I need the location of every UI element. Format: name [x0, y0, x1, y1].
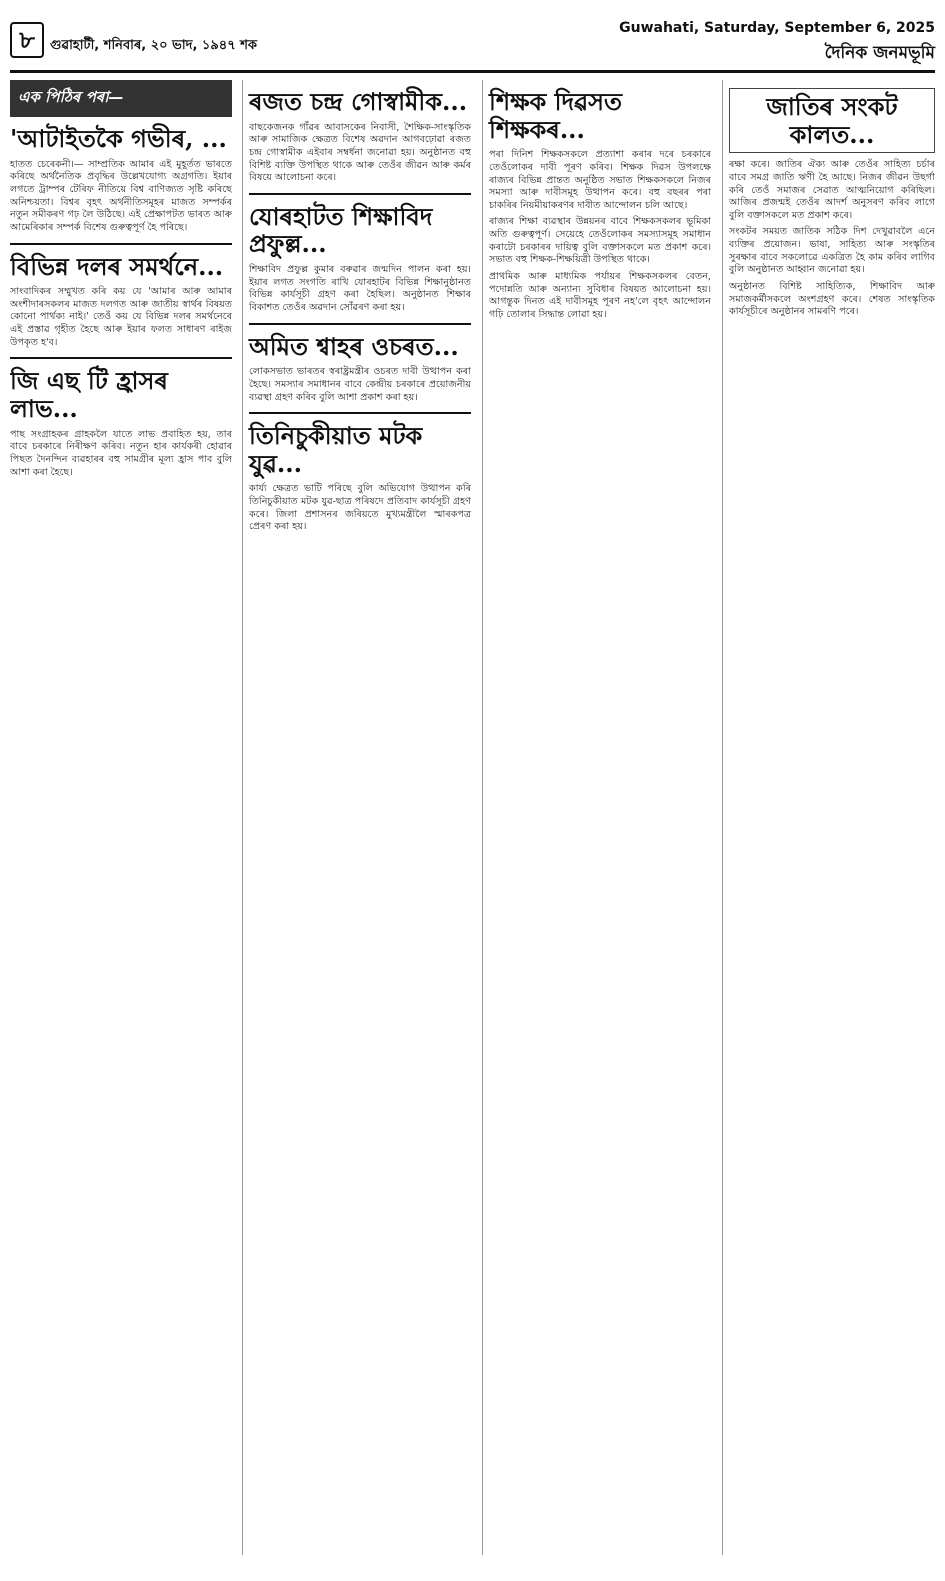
article-headline: জি এছ টি হ্ৰাসৰ লাভ...: [10, 366, 168, 423]
article-body: প্ৰাথমিক আৰু মাধ্যমিক পৰ্যায়ৰ শিক্ষকসকলৰ বেতন, পদোন্নতি আৰু অন্যান্য সুবিধাৰ বিষয়ত আলোচনা হয়। আগন্তুক দিনত এই দাবীসমূহ পূৰণ নহ'লে বৃহৎ আন্দোলন গঢ়ি তোলাৰ সিদ্ধান্ত লোৱা হয়।: [489, 271, 711, 321]
column-4: [722, 80, 935, 1555]
article-body: বাছকেজনক গাঁৱৰ আবাসকেৰ নিবাসী, শৈক্ষিক-সাংস্কৃতিক আৰু সামাজিক ক্ষেত্ৰত বিশেষ অৱদান আগবঢ়োৱা ৰজত চন্দ্ৰ গোস্বামীক এইবাৰ সম্বৰ্ধনা জনোৱা হয়। অনুষ্ঠানত বহু বিশিষ্ট ব্যক্তি উপস্থিত থাকে আৰু তেওঁৰ জীৱন আৰু কৰ্মৰ বিষয়ে আলোচনা কৰে।: [249, 121, 471, 184]
article-body: সাংবাদিকৰ সম্মুখত কৰি কয় যে 'আমাৰ আৰু আমাৰ অংশীদাৰসকলৰ মাজত দলগত আৰু জাতীয় স্বাৰ্থৰ বিষয়ত কোনো পাৰ্থক্য নাই।' তেওঁ কয় যে বিভিন্ন দলৰ সমৰ্থনেৰে এই প্ৰস্তাৱ গৃহীত হৈছে আৰু ইয়াৰ ফলত সাধাৰণ ৰাইজ উপকৃত হ'ব।: [10, 286, 232, 348]
divider: [249, 323, 471, 325]
article-body: লোকসভাত ভাৰতৰ স্বৰাষ্ট্ৰমন্ত্ৰীৰ ওচৰত দাবী উত্থাপন কৰা হৈছে। সমস্যাৰ সমাধানৰ বাবে কেন্দ্ৰীয় চৰকাৰে প্ৰয়োজনীয় ব্যৱস্থা গ্ৰহণ কৰিব বুলি আশা প্ৰকাশ কৰা হয়।: [249, 366, 471, 403]
newspaper-page: [10, 10, 935, 1561]
article-body: ৰক্ষা কৰে। জাতিৰ ঐক্য আৰু তেওঁৰ সাহিত্য চৰ্চাৰ বাবে সমগ্ৰ জাতি ঋণী হৈ আছে। নিজৰ জীৱন উছৰ্গা কৰি তেওঁ সমাজৰ সেৱাত আত্মনিয়োগ কৰিছিল। আজিৰ প্ৰজন্মই তেওঁৰ আদৰ্শ অনুসৰণ কৰিব লাগে বুলি বক্তাসকলে মত প্ৰকাশ কৰে।: [729, 159, 935, 221]
article-headline: জাতিৰ সংকট কালত...: [729, 88, 935, 153]
article-body: শিক্ষাবিদ প্ৰফুল্ল কুমাৰ বৰুৱাৰ জন্মদিন পালন কৰা হয়। ইয়াৰ লগত সংগতি ৰাখি যোৰহাটৰ বিভিন্ন শিক্ষানুষ্ঠানত বিভিন্ন কাৰ্যসূচী গ্ৰহণ কৰা হৈছিল। অনুষ্ঠানত শিক্ষাৰ বিকাশত তেওঁৰ অৱদান সোঁৱৰণ কৰা হয়।: [249, 264, 471, 314]
dateline-english: Guwahati, Saturday, September 6, 2025: [619, 20, 935, 36]
article-headline: শিক্ষক দিৱসত শিক্ষকৰ...: [489, 87, 623, 144]
article-body: কাৰ্য্য ক্ষেত্ৰত ভাটি পৰিছে বুলি অভিযোগ উত্থাপন কৰি তিনিচুকীয়াত মটক যুৱ-ছাত্ৰ পৰিষদে প্ৰতিবাদ কাৰ্যসূচী গ্ৰহণ কৰে। জিলা প্ৰশাসনৰ জৰিয়তে মুখ্যমন্ত্ৰীলৈ স্মাৰকপত্ৰ প্ৰেৰণ কৰা হয়।: [249, 483, 471, 533]
divider: [10, 357, 232, 359]
article-body: ৰাজ্যৰ শিক্ষা ব্যৱস্থাৰ উন্নয়নৰ বাবে শিক্ষকসকলৰ ভূমিকা অতি গুৰুত্বপূৰ্ণ। সেয়েহে তেওঁলোকৰ সমস্যাসমূহ সমাধান কৰাটো চৰকাৰৰ দায়িত্ব বুলি বক্তাসকলে মত প্ৰকাশ কৰে। সভাত বহু শিক্ষক-শিক্ষয়িত্ৰী উপস্থিত থাকে।: [489, 216, 711, 266]
article-headline: ৰজত চন্দ্ৰ গোস্বামীক...: [249, 87, 468, 116]
page-number: ৮: [10, 22, 44, 58]
divider: [249, 193, 471, 195]
divider: [10, 243, 232, 245]
article-body: হাতত চেৰেকনী।— সাম্প্ৰতিক আমাৰ এই মুহূৰ্তত ভাৰতে কৰিছে অৰ্থনৈতিক প্ৰবৃদ্ধিৰ উল্লেখযোগ্য অগ্ৰগতি। ইয়াৰ লগতে ট্ৰাম্পৰ টেৰিফ নীতিয়ে বিশ্ব বাণিজ্যত সৃষ্টি কৰিছে অনিশ্চয়তা। বিশ্বৰ বৃহৎ অৰ্থনীতিসমূহৰ মাজত সম্পৰ্কৰ নতুন সমীকৰণ গঢ় লৈ উঠিছে। এই প্ৰেক্ষাপটত ভাৰত আৰু আমেৰিকাৰ সম্পৰ্ক বিশেষ গুৰুত্বপূৰ্ণ হৈ পৰিছে।: [10, 158, 232, 233]
article-body: পাছ সংগ্ৰাহকৰ গ্ৰাহকলৈ যাতে লাভ প্ৰবাহিত হয়, তাৰ বাবে চৰকাৰে নিৰীক্ষণ কৰিব। নতুন হাৰ কাৰ্যকৰী হোৱাৰ পিছত দৈনন্দিন ব্যৱহাৰৰ বহু সামগ্ৰীৰ মূল্য হ্ৰাস পাব বুলি আশা কৰা হৈছে।: [10, 428, 232, 478]
masthead: [10, 10, 935, 73]
column-2: [242, 80, 471, 1555]
article-headline: বিভিন্ন দলৰ সমৰ্থনে...: [10, 251, 224, 281]
column-3: [482, 80, 711, 1555]
dateline-assamese: গুৱাহাটী, শনিবাৰ, ২০ ভাদ, ১৯৪৭ শক: [50, 38, 257, 53]
article-headline: তিনিচুকীয়াত মটক যুৱ...: [249, 421, 423, 478]
column-1: [10, 80, 232, 1555]
continued-kicker: এক পিঠিৰ পৰা—: [10, 80, 232, 117]
article-body: সংকটৰ সময়ত জাতিক সঠিক দিশ দেখুৱাবলৈ এনে ব্যক্তিৰ প্ৰয়োজন। ভাষা, সাহিত্য আৰু সংস্কৃতিৰ সুৰক্ষাৰ বাবে সকলোৱে একত্ৰিত হৈ কাম কৰিব লাগিব বুলি অনুষ্ঠানত আহ্বান জনোৱা হয়।: [729, 226, 935, 276]
article-body: পৰা দিনিশ শিক্ষকসকলে প্ৰত্যাশা কৰাৰ দৰে চৰকাৰে তেওঁলোকৰ দাবী পূৰণ কৰিব। শিক্ষক দিৱস উপলক্ষে ৰাজ্যৰ বিভিন্ন প্ৰান্তত অনুষ্ঠিত সভাত শিক্ষকসকলে নিজৰ সমস্যা আৰু দাবীসমূহ উত্থাপন কৰে। বহু বছৰৰ পৰা চাকৰিৰ নিয়মীয়াকৰণৰ দাবীত আন্দোলন চলি আছে।: [489, 149, 711, 211]
divider: [249, 412, 471, 414]
article-body: অনুষ্ঠানত বিশিষ্ট সাহিত্যিক, শিক্ষাবিদ আৰু সমাজকৰ্মীসকলে অংশগ্ৰহণ কৰে। শেষত সাংস্কৃতিক কাৰ্যসূচীৰে অনুষ্ঠানৰ সামৰণি পৰে।: [729, 281, 935, 318]
paper-name: দৈনিক জনমভূমি: [824, 43, 935, 63]
article-headline: যোৰহাটত শিক্ষাবিদ প্ৰফুল্ল...: [249, 201, 433, 259]
article-headline: অমিত শ্বাহৰ ওচৰত...: [249, 331, 459, 361]
article-headline: 'আটাইতকৈ গভীৰ, ...: [10, 124, 227, 153]
